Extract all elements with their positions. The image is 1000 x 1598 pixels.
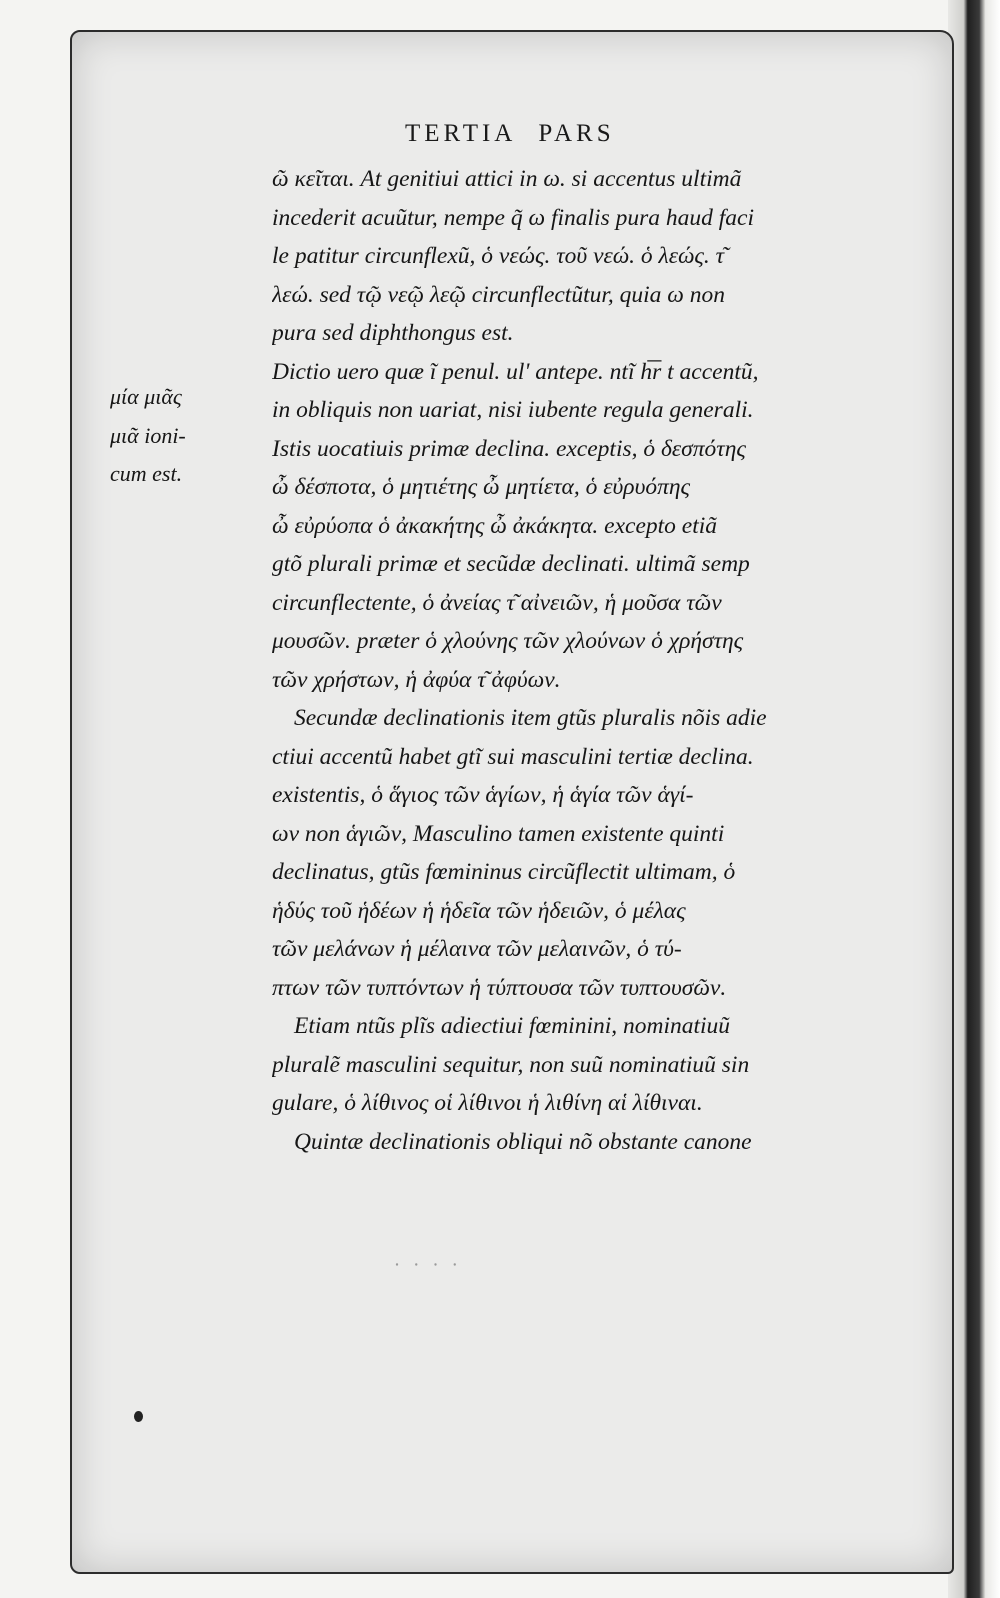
text-line: μουσῶν. præter ὁ χλούνης τῶν χλούνων ὁ χρήστης (272, 628, 744, 654)
margin-note: μία μιᾶς (110, 384, 182, 409)
margin-note: μιᾶ ioni- (110, 422, 186, 448)
text-line: τῶν μελάνων ἡ μέλαινα τῶν μελαινῶν, ὁ τύ- (272, 936, 682, 962)
text-line: τῶν χρήστων, ἡ ἀφύα τ͂ ἀφύων. (272, 666, 561, 693)
text-line: Dictio uero quæ ĩ penul. ul' antepe. ntĩ h͞r t accentũ, (272, 358, 759, 385)
ink-spot (134, 1411, 143, 1422)
text-line: pura sed diphthongus est. (272, 320, 514, 346)
stray-ink-mark: ꞏ ꞏ ꞏ ꞏ (395, 1257, 463, 1272)
text-line: Quintæ declinationis obliqui nõ obstante canone (294, 1128, 752, 1155)
text-line: ctiui accentũ habet gtĩ sui masculini tertiæ declina. (272, 743, 754, 770)
running-head-word-1: TERTIA (405, 120, 517, 147)
text-line: ὦ εὐρύοπα ὁ ἀκακήτης ὦ ἀκάκητα. excepto etiã (272, 512, 718, 539)
text-line: gtõ plurali primæ et secũdæ declinati. ultimã semp (272, 551, 750, 577)
text-line: pluralẽ masculini sequitur, non suũ nominatiuũ sin (272, 1051, 750, 1078)
text-line: πτων τῶν τυπτόντων ἡ τύπτουσα τῶν τυπτουσῶν. (272, 974, 727, 1001)
book-spine-edge (948, 0, 1000, 1598)
text-line: Istis uocatiuis primæ declina. exceptis, ὁ δεσπότης (272, 435, 746, 462)
margin-note: cum est. (110, 461, 183, 486)
text-line: gulare, ὁ λίθινος οἱ λίθινοι ἡ λιθίνη αἱ λίθιναι. (272, 1090, 703, 1116)
text-line: ῶ κεῖται. At genitiui attici in ω. si accentus ultimã (272, 166, 742, 192)
text-line: λεώ. sed τῷ νεῷ λεῷ circunflectũtur, quia ω non (272, 281, 726, 308)
running-head (405, 120, 637, 148)
body-text (272, 160, 912, 1161)
text-line: ὦ δέσποτα, ὁ μητιέτης ὦ μητίετα, ὁ εὐρυόπης (272, 474, 691, 500)
text-line: declinatus, gtũs fœmininus circũflectit ultimam, ὁ (272, 859, 736, 885)
text-line: Etiam ntũs plĩs adiectiui fœminini, nominatiuũ (294, 1013, 731, 1039)
text-line: le patitur circunflexũ, ὁ νεώς. τοῦ νεώ. ὁ λεώς. τ͂ (272, 243, 725, 269)
text-line: Secundæ declinationis item gtũs pluralis nõis adie (294, 705, 767, 731)
text-line: incederit acuũtur, nempe q̃ ω finalis pura haud faci (272, 204, 754, 231)
running-head-word-2: PARS (538, 120, 615, 147)
text-line: circunflectente, ὁ ἀνείας τ͂ αἰνειῶν, ἡ μοῦσα τῶν (272, 589, 722, 616)
margin-notes (110, 378, 260, 494)
text-line: ων non ἁγιῶν, Masculino tamen existente quinti (272, 820, 725, 847)
text-line: in obliquis non uariat, nisi iubente regula generali. (272, 397, 754, 423)
text-line: ἡδύς τοῦ ἡδέων ἡ ἡδεῖα τῶν ἡδειῶν, ὁ μέλας (272, 897, 686, 924)
text-line: existentis, ὁ ἅγιος τῶν ἁγίων, ἡ ἁγία τῶν ἁγί- (272, 782, 694, 808)
